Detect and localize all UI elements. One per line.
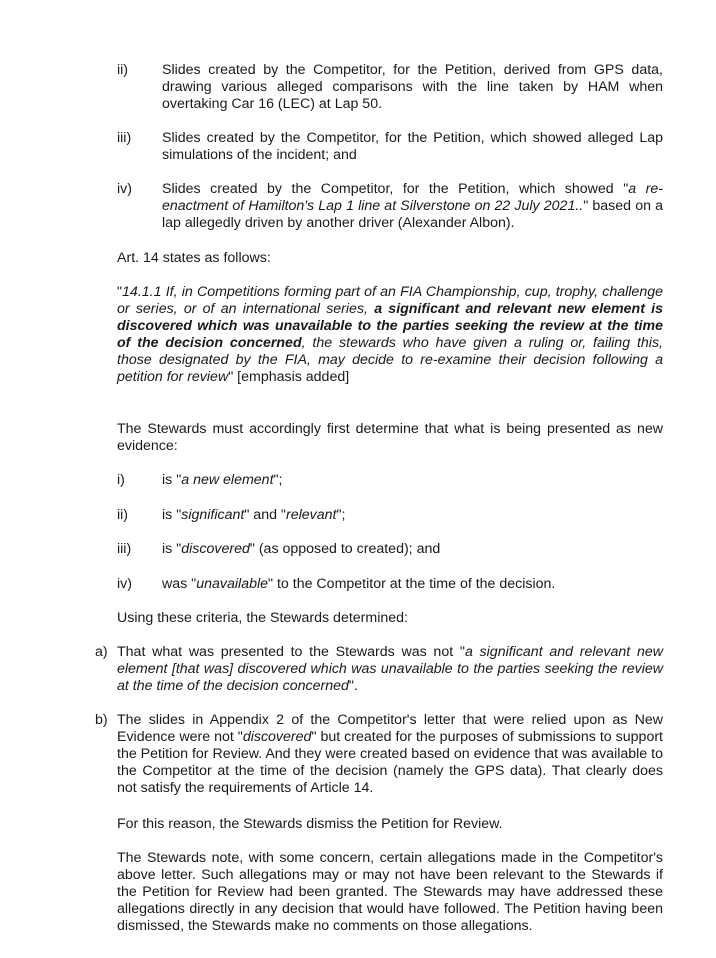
item-text: is "discovered" (as opposed to created); and [162, 541, 441, 557]
evidence-item-ii [117, 62, 663, 113]
item-text: is "a new element"; [162, 472, 283, 488]
finding-label: a) [95, 644, 108, 660]
criterion-ii [117, 507, 663, 524]
concern-statement: The Stewards note, with some concern, certain allegations made in the Competitor's above letter. Such allegations may or may not have been relevant to the Stewards if the Petition for Review had been granted. The Stewards may have addressed these allegations directly in any decision that would have followed. The Petition having been dismissed, the Stewards make no comments on those allegations. [117, 850, 663, 934]
evidence-item-iii [117, 130, 663, 164]
item-number: ii) [117, 507, 129, 523]
criterion-iv [117, 576, 663, 593]
dismiss-statement: For this reason, the Stewards dismiss the Petition for Review. [117, 816, 503, 832]
art14-intro: Art. 14 states as follows: [117, 250, 271, 266]
finding-a [95, 644, 663, 695]
item-number: iii) [117, 130, 132, 146]
evidence-item-iv [117, 181, 663, 232]
finding-text: The slides in Appendix 2 of the Competitor's letter that were relied upon as New Evidence were not "discovered" but created for the purposes of submissions to support the Petition for Review. And they were created based on evidence that was available to the Competitor at the time of the decision (namely the GPS data). That clearly does not satisfy the requirements of Article 14. [117, 712, 663, 796]
stewards-determine: The Stewards must accordingly first determine that what is being presented as new evidence: [117, 421, 663, 454]
finding-text: That what was presented to the Stewards was not "a significant and relevant new element [that was] discovered which was unavailable to the parties seeking the review at the time of the decision concerned". [117, 644, 663, 694]
item-text: Slides created by the Competitor, for the Petition, which showed alleged Lap simulations of the incident; and [162, 130, 663, 163]
item-text: Slides created by the Competitor, for the Petition, which showed "a re-enactment of Hamilton's Lap 1 line at Silverstone on 22 July 2021.." based on a lap allegedly driven by another driver (Alexander Albon). [162, 181, 664, 231]
item-number: iii) [117, 541, 132, 557]
item-number: iv) [117, 181, 132, 197]
item-number: iv) [117, 576, 132, 592]
finding-label: b) [95, 712, 108, 728]
criterion-iii [117, 541, 663, 558]
using-criteria: Using these criteria, the Stewards determined: [117, 610, 408, 626]
article-quote: "14.1.1 If, in Competitions forming part of an FIA Championship, cup, trophy, challenge or series, or of an international series, a significant and relevant new element is discovered which was unavailable to the parties seeking the review at the time of the decision concerned, the stewards who have given a ruling or, failing this, those designated by the FIA, may decide to re-examine their decision following a petition for review" [emphasis added] [117, 284, 663, 385]
criterion-i [117, 472, 663, 489]
item-text: was "unavailable" to the Competitor at the time of the decision. [162, 576, 556, 592]
item-number: ii) [117, 62, 129, 78]
item-text: Slides created by the Competitor, for the Petition, derived from GPS data, drawing various alleged comparisons with the line taken by HAM when overtaking Car 16 (LEC) at Lap 50. [162, 62, 663, 112]
finding-b [95, 712, 663, 797]
item-number: i) [117, 472, 125, 488]
item-text: is "significant" and "relevant"; [162, 507, 346, 523]
